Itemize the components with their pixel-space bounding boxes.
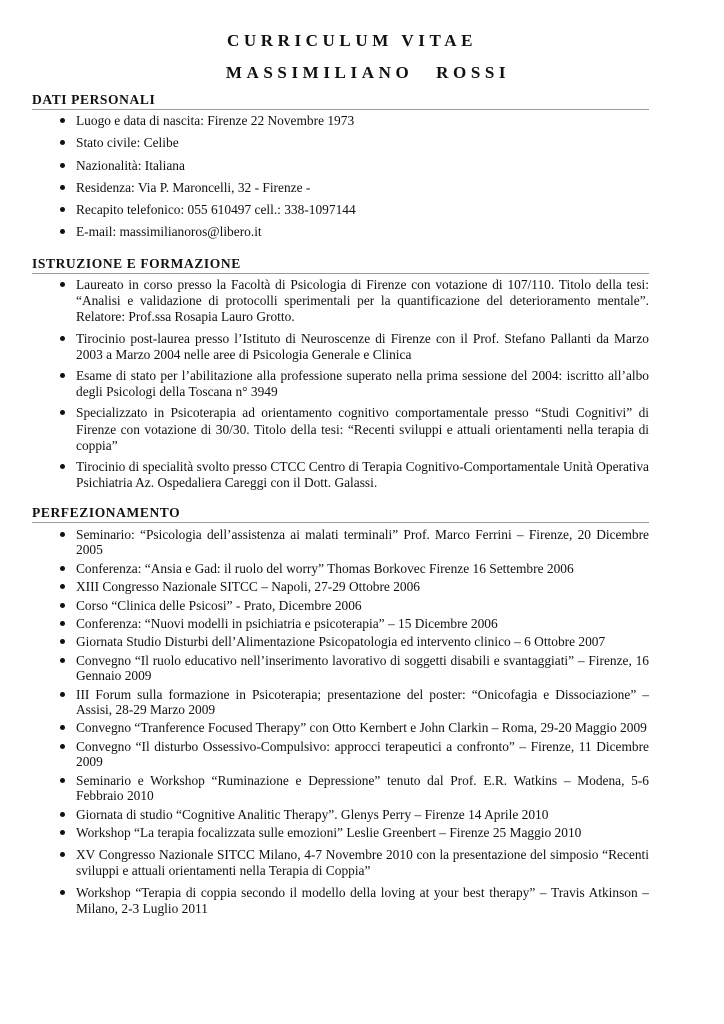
list-item: Nazionalità: Italiana [76, 158, 649, 173]
list-item: E-mail: massimilianoros@libero.it [76, 224, 649, 239]
document-title: CURRICULUM VITAE [226, 31, 478, 50]
list-item: III Forum sulla formazione in Psicoterapia; presentazione del poster: “Onicofagia e Dissociazione” – Assisi, 28-29 Marzo 2009 [76, 686, 649, 718]
list-item: Convegno “Il ruolo educativo nell’inserimento lavorativo di soggetti disabili e svantaggiati” – Firenze, 16 Gennaio 2009 [76, 652, 649, 684]
list-item: Giornata di studio “Cognitive Analitic Therapy”. Glenys Perry – Firenze 14 Aprile 2010 [76, 807, 649, 822]
list-item: Convegno “Il disturbo Ossessivo-Compulsivo: approcci terapeutici a confronto” – Firenze, 11 Dicembre 2009 [76, 738, 649, 770]
list-item: Seminario e Workshop “Ruminazione e Depressione” tenuto dal Prof. E.R. Watkins – Modena, 5-6 Febbraio 2010 [76, 772, 649, 804]
list-item: Recapito telefonico: 055 610497 cell.: 338-1097144 [76, 202, 649, 217]
list-item: Corso “Clinica delle Psicosi” - Prato, Dicembre 2006 [76, 598, 649, 613]
list-item: Workshop “La terapia focalizzata sulle emozioni” Leslie Greenbert – Firenze 25 Maggio 2010 [76, 825, 649, 840]
list-item: Tirocinio di specialità svolto presso CTCC Centro di Terapia Cognitivo-Comportamentale Unità Operativa Psichiatria Az. Ospedaliera Careggi con il Dott. Galassi. [76, 459, 649, 491]
list-item: Laureato in corso presso la Facoltà di Psicologia di Firenze con votazione di 107/110. Titolo della tesi: “Analisi e validazione di protocolli sperimentali per la quantificazione del deterioramento mentale”. Relatore: Prof.ssa Rosapia Lauro Grotto. [76, 277, 649, 325]
person-name: MASSIMILIANO ROSSI [225, 63, 511, 82]
list-item: Stato civile: Celibe [76, 135, 649, 150]
list-item: Esame di stato per l’abilitazione alla professione superato nella prima sessione del 2004: iscritto all’albo degli Psicologi della Toscana n° 3949 [76, 368, 649, 400]
dati-personali-list [76, 113, 649, 247]
section-heading-perfezionamento: PERFEZIONAMENTO [32, 505, 649, 523]
list-item: Specializzato in Psicoterapia ad orientamento cognitivo comportamentale presso “Studi Cognitivi” di Firenze con votazione di 30/30. Titolo della tesi: “Recenti sviluppi e attuali orientamenti nella terapia di coppia” [76, 405, 649, 453]
list-item: Conferenza: “Ansia e Gad: il ruolo del worry” Thomas Borkovec Firenze 16 Settembre 2006 [76, 561, 649, 576]
list-item: Convegno “Tranference Focused Therapy” con Otto Kernbert e John Clarkin – Roma, 29-20 Maggio 2009 [76, 720, 649, 735]
list-item: Giornata Studio Disturbi dell’Alimentazione Psicopatologia ed intervento clinico – 6 Ottobre 2007 [76, 634, 649, 649]
list-item: XIII Congresso Nazionale SITCC – Napoli, 27-29 Ottobre 2006 [76, 579, 649, 594]
list-item: Workshop “Terapia di coppia secondo il modello della loving at your best therapy” – Travis Atkinson – Milano, 2-3 Luglio 2011 [76, 885, 649, 916]
list-item: Conferenza: “Nuovi modelli in psichiatria e psicoterapia” – 15 Dicembre 2006 [76, 616, 649, 631]
istruzione-list [76, 277, 649, 496]
list-item: Seminario: “Psicologia dell’assistenza ai malati terminali” Prof. Marco Ferrini – Firenze, 20 Dicembre 2005 [76, 527, 649, 558]
list-item: XV Congresso Nazionale SITCC Milano, 4-7 Novembre 2010 con la presentazione del simposio “Recenti sviluppi e attuali orientamenti nella Terapia di Coppia” [76, 847, 649, 878]
section-heading-istruzione: ISTRUZIONE E FORMAZIONE [32, 256, 649, 274]
list-item: Luogo e data di nascita: Firenze 22 Novembre 1973 [76, 113, 649, 128]
list-item: Tirocinio post-laurea presso l’Istituto di Neuroscenze di Firenze con il Prof. Stefano Pallanti da Marzo 2003 a Marzo 2004 nelle aree di Psicologia Generale e Clinica [76, 330, 649, 362]
section-heading-dati-personali: DATI PERSONALI [32, 92, 649, 110]
list-item: Residenza: Via P. Maroncelli, 32 - Firenze - [76, 180, 649, 195]
perfezionamento-list [76, 527, 649, 919]
